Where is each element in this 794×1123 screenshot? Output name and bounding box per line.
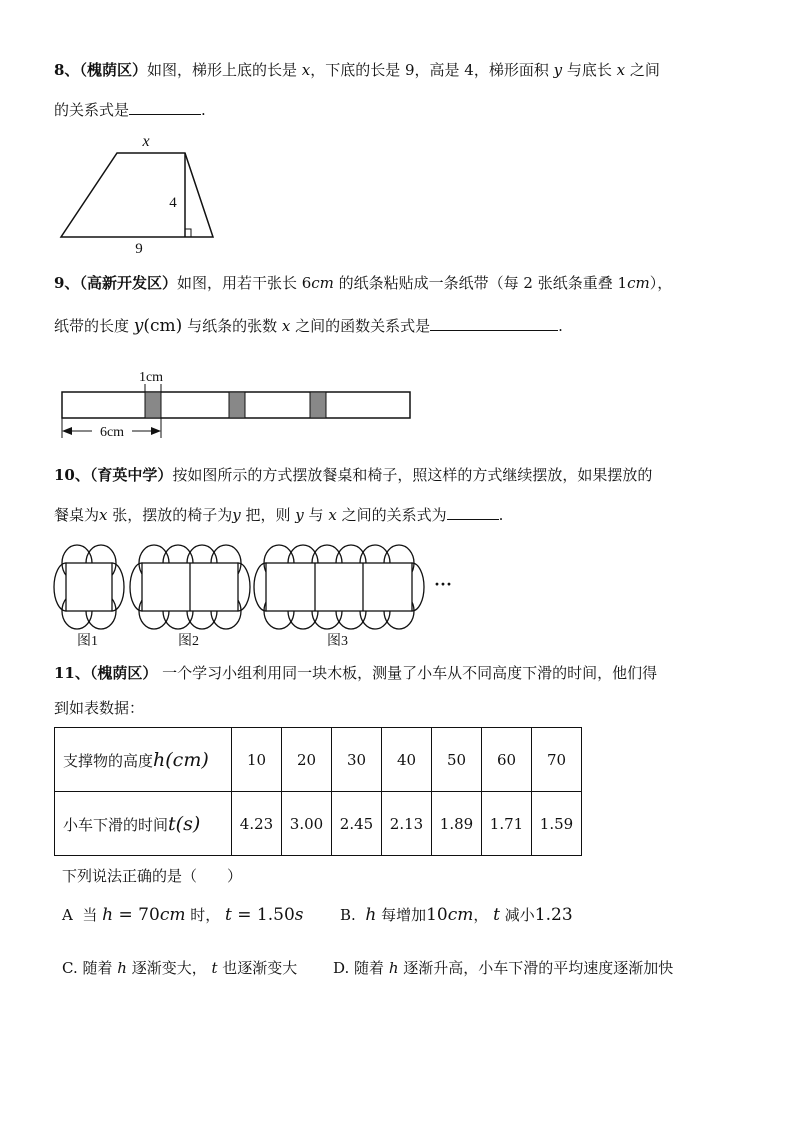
q8-line2-end: . [201, 101, 206, 119]
trapezoid-bottom-label: 9 [135, 241, 143, 257]
q9-text2: 的纸条粘贴成一条纸带（每 2 张纸条重叠 1 [333, 274, 628, 292]
table-row-height [55, 728, 582, 792]
fig1-group [54, 545, 124, 629]
q10-line2-c: 把，则 [240, 506, 296, 524]
q8-text-mid2: 与底长 [562, 61, 617, 79]
q8-text-end: 之间 [625, 61, 660, 79]
option-d[interactable]: D. 随着 h 逐渐升高，小车下滑的平均速度逐渐加快 [333, 959, 674, 977]
q9-line2-b: 与纸条的张数 [182, 317, 282, 335]
q10-line2-d: 与 [303, 506, 329, 524]
q11-number: 11、 [54, 664, 90, 682]
table-cell: 1.59 [532, 792, 582, 856]
q9-district: （高新开发区） [79, 274, 177, 292]
q9-line2-c: 之间的函数关系式是 [290, 317, 431, 335]
q10-line2-b: 张，摆放的椅子为 [107, 506, 233, 524]
q8-var-x2: x [616, 61, 626, 79]
length-label: 6cm [99, 425, 125, 440]
table-cell: 3.00 [282, 792, 332, 856]
table-cell: 2.45 [332, 792, 382, 856]
table-cell: 10 [232, 728, 282, 792]
q8-district: （槐荫区） [79, 61, 147, 79]
q10-var-x2: x [328, 506, 337, 524]
q9-line2-end: . [558, 317, 563, 335]
table-row2-header: 小车下滑的时间t(s) [55, 792, 232, 856]
q9-unit-cm: cm [311, 274, 334, 292]
overlap-label: 1cm [138, 370, 164, 385]
trapezoid-height-label: 4 [169, 195, 177, 211]
q9-line2-a: 纸带的长度 [54, 317, 134, 335]
table-cell: 4.23 [232, 792, 282, 856]
table-cell: 40 [382, 728, 432, 792]
table-cell: 1.89 [432, 792, 482, 856]
q10-line2-a: 餐桌为 [54, 506, 100, 524]
q9-number: 9、 [54, 274, 80, 292]
q10-var-y2: y [295, 506, 304, 524]
table-cell: 50 [432, 728, 482, 792]
q10-line2-e: 之间的关系式为 [336, 506, 447, 524]
q9-unit-paren: (cm) [143, 316, 183, 336]
table-cell: 60 [482, 728, 532, 792]
q9-var-x: x [281, 317, 291, 335]
q10-district: （育英中学） [89, 466, 173, 484]
q11-line1 [54, 663, 657, 683]
q8-text: 如图，梯形上底的长是 [146, 61, 302, 79]
q8-text-mid: ，下底的长是 9，高是 4，梯形面积 [310, 61, 554, 79]
q11-data-table [54, 727, 582, 856]
q11-district: （槐荫区） [89, 664, 158, 682]
q10-ellipsis: ··· [434, 574, 453, 594]
q10-var-x: x [99, 506, 108, 524]
q10-line2-end: . [498, 506, 504, 524]
fig1-label: 图1 [77, 634, 98, 649]
q11-line2-text: 到如表数据： [54, 699, 145, 717]
q8-var-y: y [553, 61, 563, 79]
table-cell: 20 [282, 728, 332, 792]
q11-prompt: 下列说法正确的是（ ） [62, 867, 243, 885]
table-cell: 1.71 [482, 792, 532, 856]
option-c[interactable]: C. 随着 h 逐渐变大， t 也逐渐变大 [62, 959, 298, 977]
q9-text: 如图，用若干张长 6 [176, 274, 312, 292]
option-a[interactable]: A 当 h = 70cm 时， t = 1.50s [62, 905, 304, 925]
q10-number: 10、 [54, 466, 90, 484]
table-cell: 30 [332, 728, 382, 792]
table-row1-header: 支撑物的高度h(cm) [55, 728, 232, 792]
q10-var-y: y [232, 506, 241, 524]
q11-line2 [54, 698, 144, 718]
table-cell: 70 [532, 728, 582, 792]
table-row-time [55, 792, 582, 856]
fig3-group [254, 545, 424, 629]
trapezoid-top-label: x [142, 133, 150, 150]
table-cell: 2.13 [382, 792, 432, 856]
fig2-label: 图2 [178, 634, 199, 649]
fig2-group [130, 545, 250, 629]
fig3-label: 图3 [327, 634, 348, 649]
q9-text3: ）， [649, 274, 673, 292]
fig3-tables [266, 563, 412, 611]
q11-text: 一个学习小组利用同一块木板，测量了小车从不同高度下滑的时间，他们得 [157, 664, 658, 682]
q10-text: 按如图所示的方式摆放餐桌和椅子，照这样的方式继续摆放，如果摆放的 [172, 466, 653, 484]
q8-number: 8、 [54, 61, 80, 79]
option-b[interactable]: B. h 每增加10cm， t 减小1.23 [340, 905, 573, 925]
q8-line2-text: 的关系式是 [54, 101, 130, 119]
q8-var-x: x [301, 61, 311, 79]
fig1-table [66, 563, 112, 611]
q9-var-y: y [133, 316, 144, 336]
q9-unit-cm2: cm [627, 274, 650, 292]
